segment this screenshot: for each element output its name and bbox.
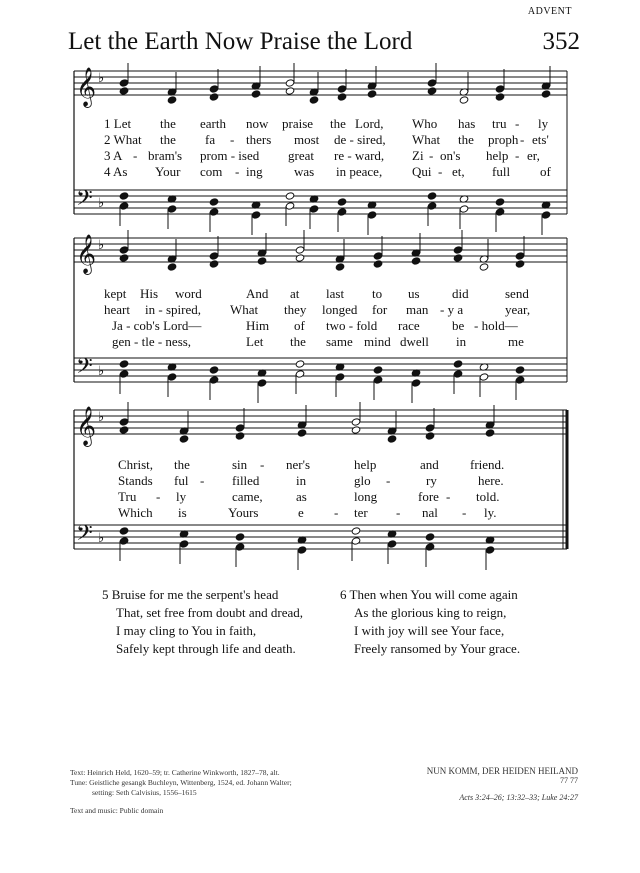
- lyric-word: nal: [422, 505, 438, 520]
- lyric-word: - hold—: [474, 318, 518, 333]
- lyric-word: sin: [232, 457, 248, 472]
- verse-line: That, set free from doubt and dread,: [116, 605, 303, 620]
- lyric-word: ter: [354, 505, 368, 520]
- lyric-word: the: [160, 116, 176, 131]
- lyric-word: -: [334, 505, 339, 520]
- lyric-word: et,: [452, 164, 465, 179]
- lyric-word: man: [406, 302, 429, 317]
- verse-5: [102, 586, 303, 658]
- lyric-word: filled: [232, 473, 260, 488]
- lyric-word: as: [296, 489, 307, 504]
- lyric-word: bram's: [148, 148, 183, 163]
- lyric-word: year,: [505, 302, 531, 317]
- music-glyph: 𝄢: [76, 521, 93, 551]
- music-glyph: ♭: [98, 531, 105, 546]
- music-glyph: 𝄞: [76, 406, 97, 446]
- lyric-word: and: [420, 457, 439, 472]
- tune-info: [427, 766, 578, 802]
- lyric-word: Ja - cob's Lord—: [112, 318, 202, 333]
- lyric-word: thers: [246, 132, 272, 147]
- credit-text: Text: Heinrich Held, 1620–59; tr. Catherine Winkworth, 1827–78, alt.: [70, 768, 280, 777]
- lyric-word: great: [288, 148, 314, 163]
- music-glyph: 𝄢: [76, 186, 93, 216]
- lyric-word: help: [354, 457, 377, 472]
- lyric-word: ry: [426, 473, 437, 488]
- lyric-word: de - sired,: [334, 132, 386, 147]
- tune-meter: 77 77: [560, 776, 578, 785]
- credits: [70, 768, 292, 816]
- lyric-word: ets': [532, 132, 549, 147]
- music-glyph: 𝄢: [76, 354, 93, 384]
- lyric-word: -: [462, 505, 467, 520]
- lyric-word: was: [294, 164, 315, 179]
- lyric-word: com: [200, 164, 223, 179]
- lyric-word: send: [505, 286, 529, 301]
- lyric-word: Zi: [412, 148, 424, 163]
- lyric-word: Stands: [118, 473, 153, 488]
- lyric-word: told.: [476, 489, 500, 504]
- lyric-word: the: [330, 116, 346, 131]
- lyric-word: tru: [492, 116, 507, 131]
- lyric-word: they: [284, 302, 307, 317]
- lyric-word: us: [408, 286, 420, 301]
- lyric-word: -: [156, 489, 161, 504]
- lyric-word: praise: [282, 116, 314, 131]
- lyric-word: -: [260, 457, 265, 472]
- lyric-word: Tru: [118, 489, 137, 504]
- verse-line: 5 Bruise for me the serpent's head: [102, 587, 279, 602]
- lyric-word: er,: [527, 148, 540, 163]
- lyric-word: most: [294, 132, 320, 147]
- hymn-number: 352: [542, 28, 580, 55]
- lyric-word: the: [174, 457, 190, 472]
- lyric-word: for: [372, 302, 388, 317]
- lyric-word: What: [412, 132, 441, 147]
- lyric-word: friend.: [470, 457, 505, 472]
- lyric-word: -: [396, 505, 401, 520]
- verse-line: I with joy will see Your face,: [354, 623, 505, 638]
- music-glyph: 𝄞: [76, 67, 97, 107]
- verse-6: [340, 586, 520, 658]
- lyric-word: glo: [354, 473, 371, 488]
- lyric-word: 3 A: [104, 148, 123, 163]
- section-label: ADVENT: [527, 6, 572, 17]
- lyric-word: re - ward,: [334, 148, 385, 163]
- lyric-word: Qui: [412, 164, 432, 179]
- lyric-word: has: [458, 116, 476, 131]
- lyric-word: earth: [200, 116, 226, 131]
- lyric-word: -: [133, 148, 138, 163]
- lyric-word: Let: [246, 334, 264, 349]
- tune-name: NUN KOMM, DER HEIDEN HEILAND: [426, 766, 578, 776]
- lyric-word: of: [540, 164, 551, 179]
- lyric-word: -: [200, 473, 205, 488]
- lyric-word: word: [175, 286, 202, 301]
- lyric-word: did: [452, 286, 469, 301]
- lyric-word: Christ,: [118, 457, 154, 472]
- credit-setting: setting: Seth Calvisius, 1556–1615: [92, 788, 197, 797]
- lyric-word: -: [438, 164, 443, 179]
- lyric-word: came,: [232, 489, 263, 504]
- lyric-word: the: [160, 132, 176, 147]
- lyric-word: Which: [118, 505, 153, 520]
- lyric-word: ner's: [286, 457, 311, 472]
- lyric-word: kept: [104, 286, 127, 301]
- lyric-word: ing: [246, 164, 263, 179]
- lyric-word: the: [290, 334, 306, 349]
- verse-line: As the glorious king to reign,: [354, 605, 507, 620]
- lyric-word: -: [520, 132, 525, 147]
- lyric-word: of: [294, 318, 305, 333]
- verse-line: I may cling to You in faith,: [116, 623, 257, 638]
- lyric-word: ly: [538, 116, 549, 131]
- lyric-word: fore: [418, 489, 439, 504]
- lyric-word: Your: [155, 164, 181, 179]
- music-glyph: ♭: [98, 238, 105, 253]
- lyric-word: at: [290, 286, 300, 301]
- scripture-references: Acts 3:24–26; 13:32–33; Luke 24:27: [459, 793, 578, 802]
- lyric-word: Who: [412, 116, 438, 131]
- lyric-word: proph: [488, 132, 519, 147]
- music-glyph: ♭: [98, 364, 105, 379]
- lyric-word: last: [326, 286, 345, 301]
- lyric-word: here.: [478, 473, 504, 488]
- lyric-word: be: [452, 318, 465, 333]
- lyric-word: in: [456, 334, 467, 349]
- lyric-word: ly: [176, 489, 187, 504]
- music-glyph: 𝄞: [76, 234, 97, 274]
- lyric-word: in - spired,: [145, 302, 201, 317]
- lyric-word: e: [298, 505, 304, 520]
- lyric-word: is: [178, 505, 187, 520]
- lyric-word: full: [492, 164, 511, 179]
- music-glyph: ♭: [98, 71, 105, 86]
- lyric-word: the: [458, 132, 474, 147]
- lyric-word: - y a: [440, 302, 464, 317]
- lyric-word: ful: [174, 473, 189, 488]
- lyric-word: -: [515, 116, 520, 131]
- lyric-word: What: [230, 302, 259, 317]
- music-glyph: ♭: [98, 196, 105, 211]
- lyric-word: 1 Let: [104, 116, 132, 131]
- lyric-word: And: [246, 286, 269, 301]
- lyric-word: 4 As: [104, 164, 128, 179]
- lyric-word: me: [508, 334, 524, 349]
- lyric-word: longed: [322, 302, 358, 317]
- lyric-word: in peace,: [336, 164, 383, 179]
- lyric-word: Him: [246, 318, 270, 333]
- lyric-word: same: [326, 334, 353, 349]
- lyric-word: 2 What: [104, 132, 142, 147]
- lyric-word: two - fold: [326, 318, 378, 333]
- hymn-title: Let the Earth Now Praise the Lord: [68, 28, 413, 55]
- lyric-word: Lord,: [355, 116, 384, 131]
- lyric-word: -: [429, 148, 434, 163]
- lyric-word: mind: [364, 334, 391, 349]
- lyric-word: prom - ised: [200, 148, 260, 163]
- credit-tune: Tune: Geistliche gesangk Buchleyn, Wittenberg, 1524, ed. Johann Walter;: [70, 778, 292, 787]
- lyric-word: His: [140, 286, 159, 301]
- verse-line: 6 Then when You will come again: [340, 587, 518, 602]
- lyric-word: dwell: [400, 334, 429, 349]
- lyric-word: ly.: [484, 505, 497, 520]
- lyric-word: now: [246, 116, 269, 131]
- lyric-word: -: [235, 164, 240, 179]
- credit-copyright: Text and music: Public domain: [70, 806, 164, 815]
- verse-line: Freely ransomed by Your grace.: [354, 641, 521, 656]
- lyric-word: race: [398, 318, 420, 333]
- lyric-word: -: [386, 473, 391, 488]
- lyric-word: -: [515, 148, 520, 163]
- verse-line: Safely kept through life and death.: [116, 641, 296, 656]
- lyric-word: -: [230, 132, 235, 147]
- lyric-word: in: [296, 473, 307, 488]
- lyric-word: help: [486, 148, 509, 163]
- lyric-word: Yours: [228, 505, 259, 520]
- lyric-word: gen - tle - ness,: [112, 334, 192, 349]
- lyric-word: -: [446, 489, 451, 504]
- lyric-word: long: [354, 489, 378, 504]
- lyric-word: heart: [104, 302, 130, 317]
- lyric-word: on's: [440, 148, 461, 163]
- music-glyph: ♭: [98, 410, 105, 425]
- lyric-word: fa: [205, 132, 216, 147]
- lyric-word: to: [372, 286, 383, 301]
